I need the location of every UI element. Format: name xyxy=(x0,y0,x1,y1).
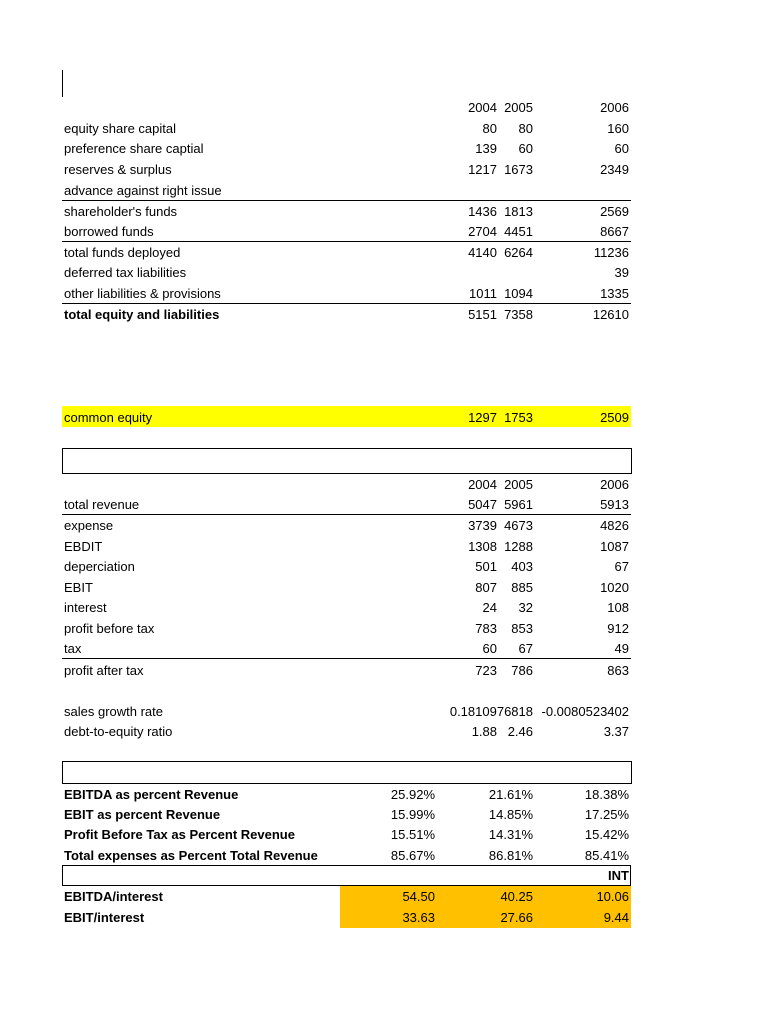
table-row xyxy=(62,721,631,742)
row-label: EBIT xyxy=(64,580,93,595)
row-divider xyxy=(62,658,631,659)
row-label: advance against right issue xyxy=(64,183,222,198)
cell: 1011 xyxy=(469,286,497,301)
int-header: INT xyxy=(608,868,629,883)
cell: 49 xyxy=(614,641,629,656)
row-label: Total expenses as Percent Total Revenue xyxy=(64,848,318,863)
row-label: debt-to-equity ratio xyxy=(64,724,173,739)
cell: 67 xyxy=(518,641,533,656)
table-row xyxy=(62,201,631,222)
cell: 786 xyxy=(511,663,533,678)
cell: 2349 xyxy=(600,162,629,177)
cell: 2569 xyxy=(600,204,629,219)
cell: 1297 xyxy=(468,410,497,425)
row-label: shareholder's funds xyxy=(64,204,178,219)
cell: 912 xyxy=(607,621,629,636)
cell: 10.06 xyxy=(596,889,629,904)
cell: 1436 xyxy=(468,204,497,219)
year-cell: 2005 xyxy=(504,100,533,115)
cell: 885 xyxy=(511,580,533,595)
cell: 723 xyxy=(475,663,497,678)
row-label: deperciation xyxy=(64,559,135,574)
table-row xyxy=(62,701,631,722)
cell: 21.61% xyxy=(488,787,533,802)
year-cell: 2004 xyxy=(468,100,497,115)
coverage-header-row xyxy=(62,865,631,886)
year-cell: 2005 xyxy=(504,477,533,492)
table-row xyxy=(62,824,631,845)
cell: 807 xyxy=(475,580,497,595)
cell: 86.81% xyxy=(488,848,533,863)
table-row xyxy=(62,907,631,928)
cell: 24 xyxy=(482,600,497,615)
cell: 25.92% xyxy=(390,787,435,802)
cell: 60 xyxy=(518,141,533,156)
table-row xyxy=(62,784,631,805)
cell: 40.25 xyxy=(500,889,533,904)
row-label: EBITDA as percent Revenue xyxy=(64,787,239,802)
cell: 4140 xyxy=(468,245,497,260)
table-row xyxy=(62,494,631,515)
row-label: preference share captial xyxy=(64,141,204,156)
row-label: borrowed funds xyxy=(64,224,154,239)
cell: 1087 xyxy=(600,539,629,554)
balance-sheet-year-header xyxy=(62,97,631,118)
cell: 15.42% xyxy=(584,827,629,842)
cell: 139 xyxy=(475,141,497,156)
year-cell: 2004 xyxy=(468,477,497,492)
cell: 7358 xyxy=(504,307,533,322)
cell: 3739 xyxy=(468,518,497,533)
cell: 1753 xyxy=(504,410,533,425)
cell: 5047 xyxy=(468,497,497,512)
row-label: profit after tax xyxy=(64,663,144,678)
row-label: other liabilities & provisions xyxy=(64,286,221,301)
cell: 15.99% xyxy=(390,807,435,822)
cell: 853 xyxy=(511,621,533,636)
table-row xyxy=(62,556,631,577)
cell: 5913 xyxy=(600,497,629,512)
cell: 1217 xyxy=(468,162,497,177)
text-cursor xyxy=(62,70,63,97)
cell: 863 xyxy=(607,663,629,678)
table-row xyxy=(62,138,631,159)
common-equity-row xyxy=(62,407,631,428)
cell: 2704 xyxy=(468,224,497,239)
table-row xyxy=(62,221,631,242)
row-label: common equity xyxy=(64,410,153,425)
row-label: equity share capital xyxy=(64,121,177,136)
cell: 33.63 xyxy=(402,910,435,925)
cell: 15.51% xyxy=(390,827,435,842)
cell: 108 xyxy=(607,600,629,615)
table-row xyxy=(62,262,631,283)
cell: 11236 xyxy=(593,245,629,260)
table-row xyxy=(62,283,631,304)
table-row xyxy=(62,618,631,639)
row-label: interest xyxy=(64,600,107,615)
table-row xyxy=(62,804,631,825)
cell: 1.88 xyxy=(471,724,497,739)
year-cell: 2006 xyxy=(600,477,629,492)
cell: 14.85% xyxy=(488,807,533,822)
cell: 18.38% xyxy=(584,787,629,802)
cell: 1335 xyxy=(600,286,629,301)
cell: 783 xyxy=(475,621,497,636)
cell: 1020 xyxy=(600,580,629,595)
row-label: total equity and liabilities xyxy=(64,307,220,322)
cell: 67 xyxy=(614,559,629,574)
cell: 2509 xyxy=(600,410,629,425)
empty-bordered-cell xyxy=(62,761,632,784)
cell: 1288 xyxy=(504,539,533,554)
cell: 85.67% xyxy=(390,848,435,863)
row-label: EBIT as percent Revenue xyxy=(64,807,221,822)
cell: 160 xyxy=(607,121,629,136)
table-row-total xyxy=(62,304,631,325)
cell: 17.25% xyxy=(584,807,629,822)
cell: 1813 xyxy=(504,204,533,219)
cell: 1308 xyxy=(468,539,497,554)
table-row xyxy=(62,180,631,201)
table-row xyxy=(62,159,631,180)
table-row xyxy=(62,577,631,598)
cell: 60 xyxy=(614,141,629,156)
table-row xyxy=(62,536,631,557)
cell: 403 xyxy=(511,559,533,574)
cell: 8667 xyxy=(600,224,629,239)
row-label: sales growth rate xyxy=(64,704,163,719)
cell: 501 xyxy=(475,559,497,574)
cell: 1094 xyxy=(504,286,533,301)
cell: 2.46 xyxy=(507,724,533,739)
table-row xyxy=(62,886,631,907)
cell: 60 xyxy=(482,641,497,656)
cell: 54.50 xyxy=(402,889,435,904)
row-label: reserves & surplus xyxy=(64,162,172,177)
income-year-header xyxy=(62,474,631,495)
cell: 0.1810976818 xyxy=(449,704,533,719)
table-row xyxy=(62,660,631,681)
row-label: deferred tax liabilities xyxy=(64,265,187,280)
row-label: EBIT/interest xyxy=(64,910,145,925)
year-cell: 2006 xyxy=(600,100,629,115)
cell: 3.37 xyxy=(603,724,629,739)
cell: 12610 xyxy=(592,307,629,322)
row-label: profit before tax xyxy=(64,621,155,636)
cell: 39 xyxy=(614,265,629,280)
row-label: Profit Before Tax as Percent Revenue xyxy=(64,827,295,842)
row-label: total funds deployed xyxy=(64,245,181,260)
cell: 14.31% xyxy=(488,827,533,842)
cell: 80 xyxy=(482,121,497,136)
row-label: total revenue xyxy=(64,497,140,512)
cell: 5961 xyxy=(504,497,533,512)
row-label: expense xyxy=(64,518,114,533)
empty-bordered-cell xyxy=(62,448,632,474)
cell: 27.66 xyxy=(500,910,533,925)
table-row xyxy=(62,242,631,263)
row-label: EBITDA/interest xyxy=(64,889,163,904)
cell: 1673 xyxy=(504,162,533,177)
table-row xyxy=(62,597,631,618)
table-row xyxy=(62,118,631,139)
cell: 4826 xyxy=(600,518,629,533)
cell: 4673 xyxy=(504,518,533,533)
cell: 85.41% xyxy=(584,848,629,863)
cell: 32 xyxy=(518,600,533,615)
cell: 6264 xyxy=(504,245,533,260)
cell: 80 xyxy=(518,121,533,136)
cell: -0.0080523402 xyxy=(541,704,629,719)
row-label: tax xyxy=(64,641,82,656)
cell: 9.44 xyxy=(603,910,629,925)
row-label: EBDIT xyxy=(64,539,103,554)
cell: 4451 xyxy=(504,224,533,239)
table-row xyxy=(62,845,631,866)
table-row xyxy=(62,638,631,659)
cell: 5151 xyxy=(468,307,497,322)
table-row xyxy=(62,515,631,536)
